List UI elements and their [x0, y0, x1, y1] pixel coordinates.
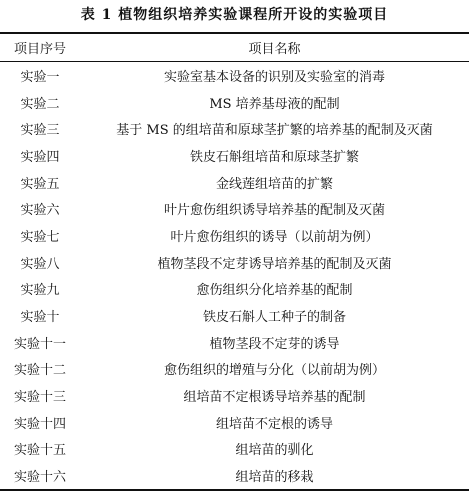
experiment-number-cell: 实验四 — [20, 149, 60, 165]
header-project-name: 项目名称 — [248, 42, 301, 57]
experiment-number-cell: 实验五 — [20, 176, 60, 192]
table-row — [0, 89, 469, 116]
table-caption: 表 1 植物组织培养实验课程所开设的实验项目 — [80, 7, 389, 23]
table-row — [0, 169, 469, 196]
experiment-number-cell: 实验十四 — [13, 416, 66, 432]
table-row — [0, 195, 469, 222]
experiment-number-cell: 实验十 — [20, 310, 60, 326]
experiment-number-cell: 实验九 — [20, 283, 60, 299]
experiment-name-cell: 铁皮石斛组培苗和原球茎扩繁 — [189, 149, 359, 165]
experiment-name-cell: 叶片愈伤组织诱导培养基的配制及灭菌 — [163, 203, 385, 219]
experiment-name-cell: 组培苗不定根诱导培养基的配制 — [183, 390, 366, 406]
table-row — [0, 462, 469, 489]
experiment-number-cell: 实验十三 — [13, 390, 66, 406]
table-row — [0, 249, 469, 276]
experiment-number-cell: 实验十二 — [13, 363, 66, 379]
experiment-number-cell: 实验十一 — [13, 336, 66, 352]
experiment-name-cell: 组培苗不定根的诱导 — [215, 416, 333, 432]
experiment-name-cell: 愈伤组织的增殖与分化（以前胡为例） — [163, 363, 385, 379]
table-row — [0, 436, 469, 463]
table-header-row — [0, 34, 469, 61]
table-row — [0, 222, 469, 249]
table-row — [0, 142, 469, 169]
table-row — [0, 382, 469, 409]
experiment-table — [0, 34, 469, 486]
experiment-number-cell: 实验一 — [20, 69, 60, 85]
header-project-number: 项目序号 — [13, 42, 66, 57]
experiment-name-cell: 愈伤组织分化培养基的配制 — [196, 283, 353, 299]
experiment-name-cell: 基于 MS 的组培苗和原球茎扩繁的培养基的配制及灭菌 — [116, 123, 433, 139]
experiment-name-cell: 植物茎段不定芽的诱导 — [209, 336, 340, 352]
experiment-name-cell: 铁皮石斛人工种子的制备 — [202, 310, 346, 326]
experiment-name-cell: 组培苗的移栽 — [235, 470, 314, 486]
experiment-name-cell: 植物茎段不定芽诱导培养基的配制及灭菌 — [157, 256, 392, 272]
experiment-name-cell: 组培苗的驯化 — [235, 443, 314, 459]
table-row — [0, 356, 469, 383]
table-row — [0, 409, 469, 436]
experiment-number-cell: 实验六 — [20, 203, 60, 219]
table-row — [0, 115, 469, 142]
experiment-name-cell: 金线莲组培苗的扩繁 — [215, 176, 333, 192]
experiment-number-cell: 实验三 — [20, 123, 60, 139]
table-row — [0, 276, 469, 303]
experiment-number-cell: 实验十六 — [13, 470, 66, 486]
table-row — [0, 302, 469, 329]
experiment-number-cell: 实验七 — [20, 229, 60, 245]
experiment-name-cell: MS 培养基母液的配制 — [209, 96, 340, 112]
table-row — [0, 329, 469, 356]
experiment-number-cell: 实验八 — [20, 256, 60, 272]
experiment-number-cell: 实验二 — [20, 96, 60, 112]
experiment-number-cell: 实验十五 — [13, 443, 66, 459]
table-row — [0, 62, 469, 89]
experiment-name-cell: 叶片愈伤组织的诱导（以前胡为例） — [170, 229, 379, 245]
table-bottom-rule — [0, 489, 469, 491]
experiment-name-cell: 实验室基本设备的识别及实验室的消毒 — [163, 69, 385, 85]
table-body — [0, 62, 469, 489]
